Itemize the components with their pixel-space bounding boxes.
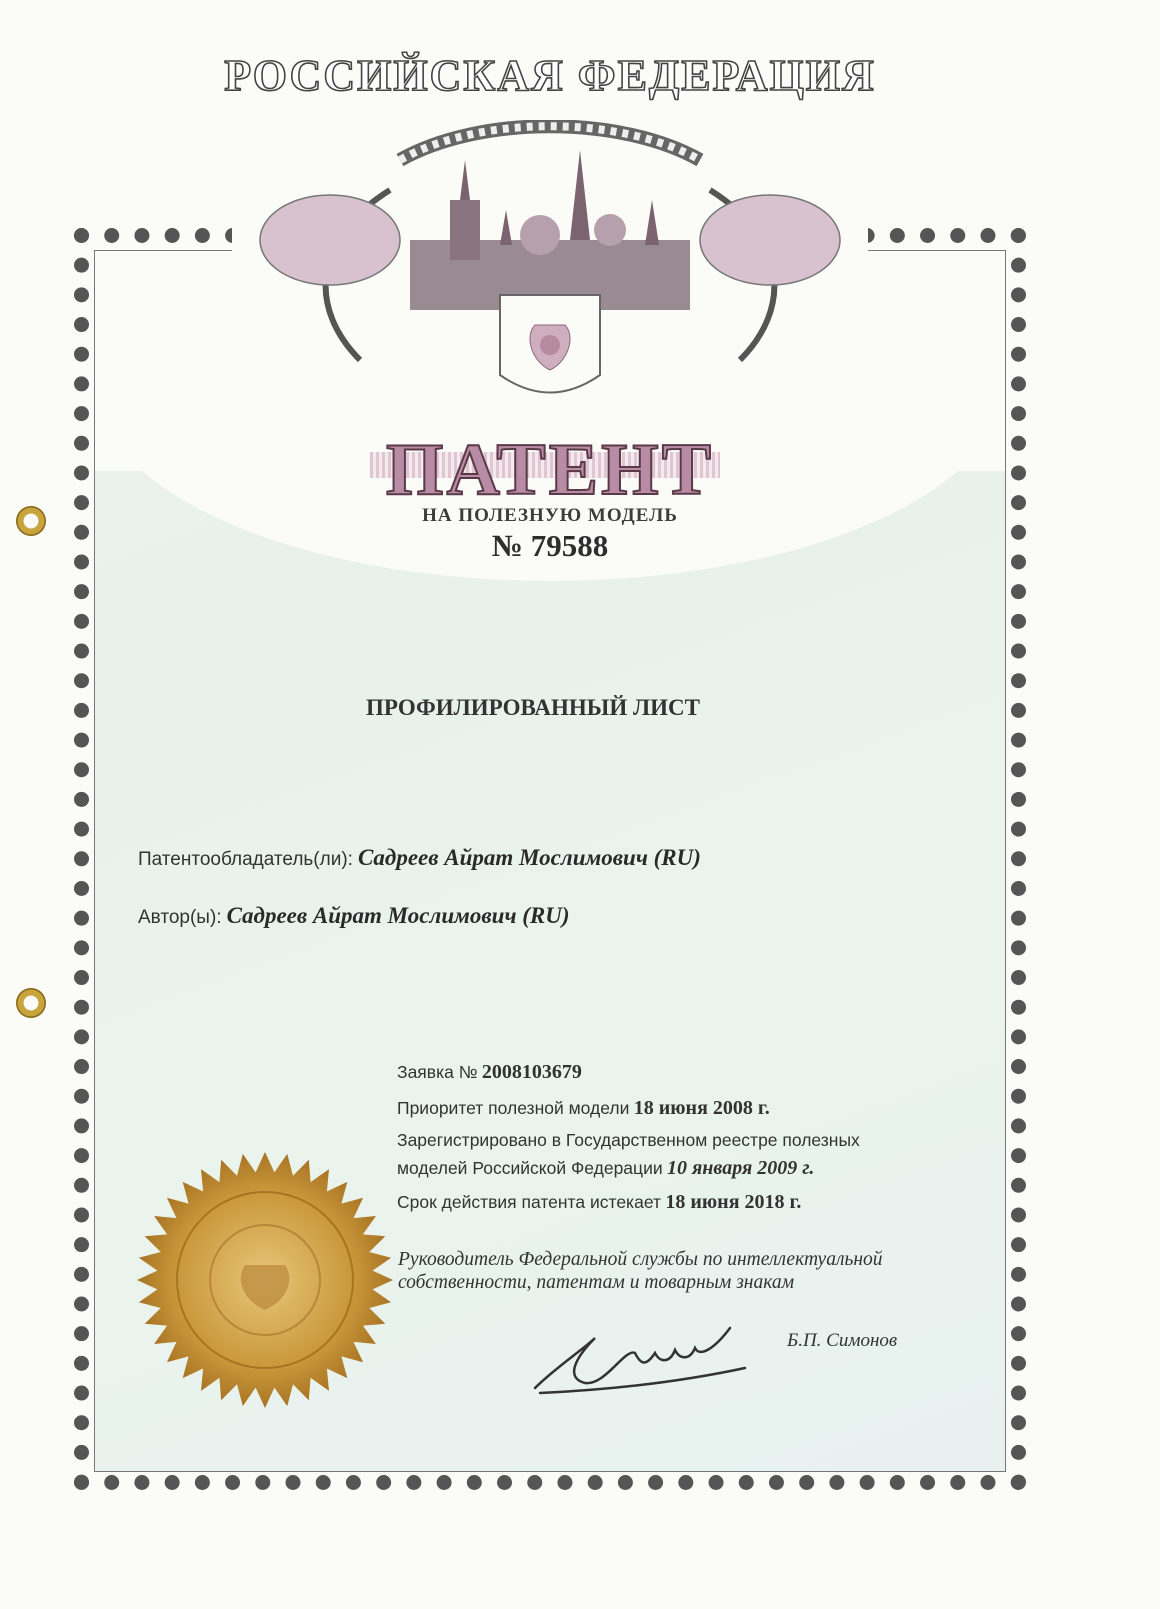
- author-line: [138, 903, 570, 929]
- handwritten-signature-icon: [525, 1308, 755, 1408]
- expiry-label: Срок действия патента истекает: [397, 1192, 661, 1212]
- registered-date: 10 января 2009 г.: [667, 1157, 815, 1179]
- registered-line-2: моделей Российской Федерации: [397, 1158, 663, 1178]
- holder-label: Патентообладатель(ли):: [138, 849, 353, 870]
- country-title: РОССИЙСКАЯ ФЕДЕРАЦИЯ: [224, 51, 876, 100]
- kremlin-emblem-icon: [250, 120, 850, 420]
- patent-number: № 79588: [491, 528, 609, 563]
- official-line-2: собственности, патентам и товарным знакам: [398, 1272, 795, 1294]
- author-name: Садреев Айрат Мослимович (RU): [226, 903, 570, 928]
- application-number: 2008103679: [481, 1061, 582, 1083]
- document-type: ПАТЕНТ: [385, 429, 715, 511]
- patent-subtitle: НА ПОЛЕЗНУЮ МОДЕЛЬ: [422, 505, 678, 526]
- official-line-1: Руководитель Федеральной службы по интеллектуальной: [398, 1249, 883, 1270]
- official-title: [398, 1248, 883, 1295]
- gold-seal-icon: [135, 1150, 395, 1410]
- priority-date: 18 июня 2008 г.: [633, 1097, 770, 1119]
- application-label: Заявка №: [397, 1062, 478, 1082]
- priority-label: Приоритет полезной модели: [397, 1098, 630, 1118]
- binder-hole-bottom: [16, 988, 46, 1018]
- holder-name: Садреев Айрат Мослимович (RU): [357, 845, 701, 870]
- author-label: Автор(ы):: [138, 907, 222, 928]
- holder-line: [138, 845, 701, 871]
- expiry-date: 18 июня 2018 г.: [665, 1191, 802, 1213]
- model-title: ПРОФИЛИРОВАННЫЙ ЛИСТ: [366, 695, 700, 720]
- registered-line-1: Зарегистрировано в Государственном реестре полезных: [397, 1130, 860, 1150]
- signer-name: Б.П. Симонов: [787, 1330, 898, 1351]
